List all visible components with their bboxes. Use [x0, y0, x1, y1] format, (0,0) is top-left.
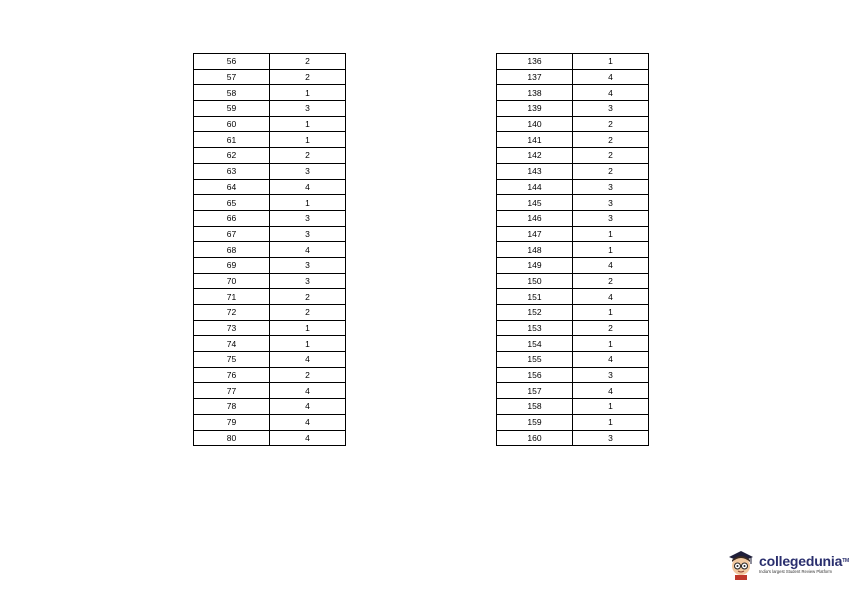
- answer-cell: 1: [573, 242, 649, 258]
- answer-cell: 3: [270, 257, 346, 273]
- question-number-cell: 80: [194, 430, 270, 446]
- answer-cell: 4: [270, 179, 346, 195]
- question-number-cell: 69: [194, 257, 270, 273]
- question-number-cell: 60: [194, 116, 270, 132]
- table-row: [194, 101, 346, 117]
- table-row: [194, 383, 346, 399]
- answer-cell: 2: [270, 305, 346, 321]
- answer-cell: 2: [270, 289, 346, 305]
- table-row: [497, 148, 649, 164]
- table-row: [194, 163, 346, 179]
- table-row: [194, 273, 346, 289]
- answer-cell: 3: [270, 273, 346, 289]
- answer-cell: 3: [573, 195, 649, 211]
- table-row: [497, 226, 649, 242]
- question-number-cell: 64: [194, 179, 270, 195]
- answer-cell: 1: [573, 399, 649, 415]
- table-row: [194, 257, 346, 273]
- question-number-cell: 146: [497, 210, 573, 226]
- question-number-cell: 57: [194, 69, 270, 85]
- answer-cell: 2: [270, 69, 346, 85]
- question-number-cell: 61: [194, 132, 270, 148]
- answer-cell: 2: [270, 367, 346, 383]
- table-row: [497, 430, 649, 446]
- answer-cell: 1: [270, 132, 346, 148]
- question-number-cell: 66: [194, 210, 270, 226]
- answer-cell: 1: [573, 305, 649, 321]
- answer-cell: 1: [270, 195, 346, 211]
- question-number-cell: 156: [497, 367, 573, 383]
- table-row: [194, 305, 346, 321]
- table-row: [497, 273, 649, 289]
- table-row: [497, 352, 649, 368]
- table-row: [194, 69, 346, 85]
- question-number-cell: 68: [194, 242, 270, 258]
- answer-cell: 2: [573, 116, 649, 132]
- question-number-cell: 158: [497, 399, 573, 415]
- question-number-cell: 72: [194, 305, 270, 321]
- table-row: [194, 242, 346, 258]
- table-row: [194, 289, 346, 305]
- answer-cell: 3: [270, 101, 346, 117]
- question-number-cell: 63: [194, 163, 270, 179]
- table-row: [194, 116, 346, 132]
- answer-cell: 2: [573, 148, 649, 164]
- answer-cell: 4: [573, 85, 649, 101]
- question-number-cell: 143: [497, 163, 573, 179]
- table-row: [194, 414, 346, 430]
- answer-cell: 2: [270, 54, 346, 70]
- question-number-cell: 153: [497, 320, 573, 336]
- question-number-cell: 77: [194, 383, 270, 399]
- question-number-cell: 58: [194, 85, 270, 101]
- table-row: [497, 69, 649, 85]
- answer-cell: 1: [573, 414, 649, 430]
- question-number-cell: 155: [497, 352, 573, 368]
- answer-cell: 1: [573, 54, 649, 70]
- answer-table-right: [496, 53, 649, 446]
- answer-table-left: [193, 53, 346, 446]
- question-number-cell: 137: [497, 69, 573, 85]
- question-number-cell: 65: [194, 195, 270, 211]
- question-number-cell: 75: [194, 352, 270, 368]
- answer-cell: 4: [573, 69, 649, 85]
- question-number-cell: 157: [497, 383, 573, 399]
- table-row: [194, 399, 346, 415]
- table-row: [194, 195, 346, 211]
- collegedunia-logo[interactable]: [726, 547, 849, 581]
- table-row: [497, 320, 649, 336]
- table-row: [194, 210, 346, 226]
- answer-cell: 3: [573, 210, 649, 226]
- answer-cell: 3: [270, 226, 346, 242]
- table-row: [497, 163, 649, 179]
- table-row: [194, 320, 346, 336]
- question-number-cell: 76: [194, 367, 270, 383]
- question-number-cell: 148: [497, 242, 573, 258]
- table-row: [497, 367, 649, 383]
- table-row: [497, 383, 649, 399]
- question-number-cell: 154: [497, 336, 573, 352]
- question-number-cell: 79: [194, 414, 270, 430]
- table-row: [497, 132, 649, 148]
- question-number-cell: 70: [194, 273, 270, 289]
- question-number-cell: 59: [194, 101, 270, 117]
- question-number-cell: 78: [194, 399, 270, 415]
- question-number-cell: 144: [497, 179, 573, 195]
- question-number-cell: 56: [194, 54, 270, 70]
- answer-cell: 2: [573, 163, 649, 179]
- question-number-cell: 152: [497, 305, 573, 321]
- answer-cell: 4: [270, 383, 346, 399]
- answer-cell: 2: [573, 273, 649, 289]
- answer-cell: 2: [573, 132, 649, 148]
- question-number-cell: 147: [497, 226, 573, 242]
- table-row: [497, 101, 649, 117]
- table-row: [497, 414, 649, 430]
- brand-tagline: India's largest Student Review Platform: [759, 568, 832, 574]
- table-row: [497, 54, 649, 70]
- question-number-cell: 138: [497, 85, 573, 101]
- table-row: [497, 179, 649, 195]
- answer-cell: 4: [270, 352, 346, 368]
- question-number-cell: 151: [497, 289, 573, 305]
- table-row: [194, 352, 346, 368]
- question-number-cell: 67: [194, 226, 270, 242]
- answer-cell: 3: [573, 367, 649, 383]
- table-row: [497, 305, 649, 321]
- question-number-cell: 142: [497, 148, 573, 164]
- answer-cell: 3: [573, 179, 649, 195]
- answer-cell: 4: [270, 242, 346, 258]
- answer-cell: 1: [573, 226, 649, 242]
- mascot-icon: [726, 548, 756, 580]
- question-number-cell: 136: [497, 54, 573, 70]
- answer-cell: 4: [270, 414, 346, 430]
- table-row: [497, 242, 649, 258]
- table-row: [497, 336, 649, 352]
- table-row: [194, 430, 346, 446]
- question-number-cell: 71: [194, 289, 270, 305]
- question-number-cell: 74: [194, 336, 270, 352]
- table-row: [497, 116, 649, 132]
- answer-cell: 4: [573, 289, 649, 305]
- answer-cell: 3: [270, 210, 346, 226]
- table-row: [497, 85, 649, 101]
- table-row: [194, 148, 346, 164]
- table-row: [194, 179, 346, 195]
- table-row: [194, 132, 346, 148]
- table-row: [497, 195, 649, 211]
- question-number-cell: 62: [194, 148, 270, 164]
- question-number-cell: 149: [497, 257, 573, 273]
- table-row: [194, 336, 346, 352]
- answer-cell: 2: [270, 148, 346, 164]
- answer-cell: 4: [270, 430, 346, 446]
- answer-cell: 4: [270, 399, 346, 415]
- question-number-cell: 141: [497, 132, 573, 148]
- table-row: [194, 226, 346, 242]
- question-number-cell: 160: [497, 430, 573, 446]
- answer-cell: 1: [573, 336, 649, 352]
- question-number-cell: 140: [497, 116, 573, 132]
- question-number-cell: 145: [497, 195, 573, 211]
- trademark-mark: TM: [842, 557, 849, 564]
- answer-cell: 1: [270, 116, 346, 132]
- table-row: [497, 289, 649, 305]
- answer-cell: 4: [573, 352, 649, 368]
- answer-cell: 3: [573, 430, 649, 446]
- table-row: [497, 399, 649, 415]
- table-row: [194, 367, 346, 383]
- answer-cell: 3: [270, 163, 346, 179]
- answer-cell: 3: [573, 101, 649, 117]
- answer-cell: 4: [573, 383, 649, 399]
- table-row: [497, 210, 649, 226]
- answer-cell: 1: [270, 336, 346, 352]
- answer-cell: 4: [573, 257, 649, 273]
- brand-name: collegedunia™: [759, 552, 849, 569]
- table-row: [497, 257, 649, 273]
- answer-cell: 1: [270, 85, 346, 101]
- table-row: [194, 85, 346, 101]
- question-number-cell: 159: [497, 414, 573, 430]
- answer-cell: 1: [270, 320, 346, 336]
- question-number-cell: 139: [497, 101, 573, 117]
- question-number-cell: 150: [497, 273, 573, 289]
- question-number-cell: 73: [194, 320, 270, 336]
- table-row: [194, 54, 346, 70]
- answer-cell: 2: [573, 320, 649, 336]
